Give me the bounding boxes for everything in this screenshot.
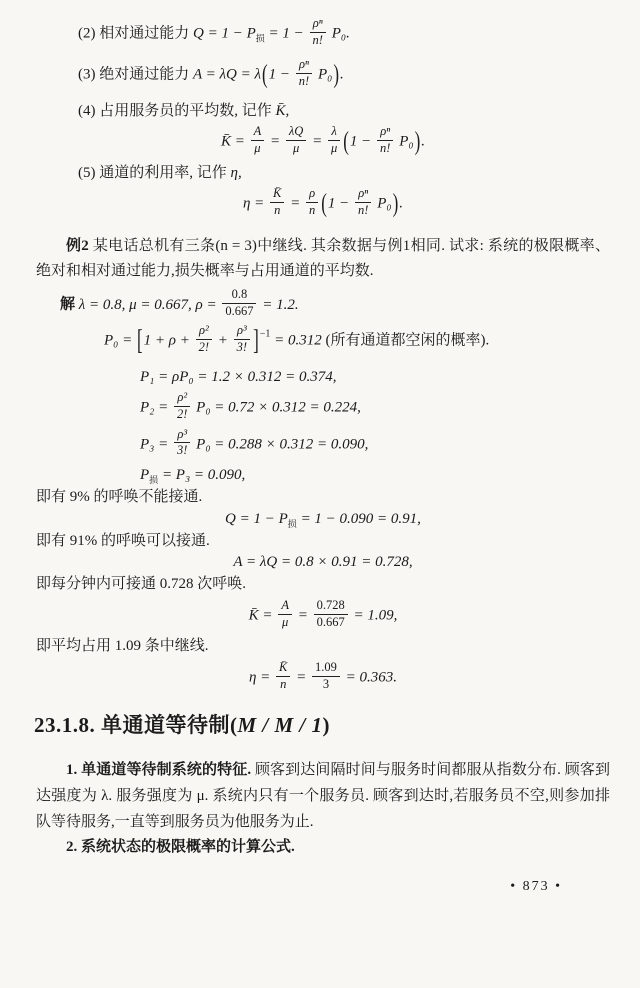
equation-p0: P₀ = [1 + ρ + $\frac{\text{ρ²}}{2!}$ + $\frac{\text{ρ³}}{3!}$ ]$^{-1}$ = 0.312 (所有通道都空闲的概率). (104, 323, 490, 356)
paragraph-1-text: 顾客到达间隔时间与服务时间都服从指数分布. 顾客到达强度为 λ. 服务强度为 μ. 系统内只有一个服务员. 顾客到达时,若服务员不空,则参加排队等待服务,一直等到服务员为他服务为止. (36, 762, 610, 830)
equation-loss-probability: $P_损 = P_3 = 0.090$, (140, 466, 246, 485)
paragraph-limit-probability (36, 835, 610, 861)
note-91-percent: 即有 91% 的呼唤可以接通. (36, 532, 210, 549)
equation-q-value: $Q = 1 - P_损 = 1 - 0.090 = 0.91$, (225, 510, 421, 529)
equation-kbar-value: K̄ = $\frac{A}{\mu}$ = $\frac{0.728}{0.667}$ = 1.09, (248, 597, 398, 629)
solution-label: 解 (60, 296, 76, 313)
note-9-percent: 即有 9% 的呼唤不能接通. (36, 488, 203, 505)
equation-eta-definition: η = $\frac{K̄}{n}$ = $\frac{\rho}{n}$ (1 − $\frac{\text{ρⁿ}}{n!}$ P₀). (242, 186, 404, 218)
example-2-label: 例2 (66, 237, 89, 254)
item-5-label: (5) 通道的利用率, 记作 η, (78, 164, 242, 181)
note-calls-per-minute: 即每分钟内可接通 0.728 次呼唤. (36, 576, 247, 593)
note-average-lines: 即平均占用 1.09 条中继线. (36, 638, 209, 655)
formula-absolute-throughput: (3) 绝对通过能力 A = λQ = λ(1 − $\frac{\text{ρⁿ}}{n!}$ P₀). (78, 57, 344, 89)
item-4-label: (4) 占用服务员的平均数, 记作 K̄, (78, 102, 290, 119)
paragraph-2-lead: 2. 系统状态的极限概率的计算公式. (66, 839, 295, 856)
equation-p3: P₃ = $\frac{\text{ρ³}}{3!}$ P₀ = 0.288 × 0.312 = 0.090, (140, 426, 369, 458)
solution-line (60, 289, 610, 321)
page-number: • 873 • (510, 879, 562, 895)
equation-eta-value: η = $\frac{K̄}{n}$ = $\frac{1.09}{3}$ = 0.363. (248, 659, 398, 691)
example-2-paragraph (36, 234, 610, 286)
equation-p2: P₂ = $\frac{\text{ρ²}}{2!}$ P₀ = 0.72 × 0.312 = 0.224, (140, 390, 361, 421)
section-heading-mm1: 23.1.8. 单通道等待制(M / M / 1) (34, 713, 331, 738)
equation-p1: P₁ = ρP₀ = 1.2 × 0.312 = 0.374, (140, 368, 337, 385)
formula-relative-throughput: (2) 相对通过能力 $Q = 1 - P_损 = 1$ − $\frac{\text{ρⁿ}}{n!}$ P₀. (78, 16, 350, 47)
solution-math: λ = 0.8, μ = 0.667, ρ = $\frac{0.8}{0.667}$ = 1.2. (75, 287, 299, 318)
paragraph-mm1-characteristics (36, 758, 610, 835)
equation-a-value: A = λQ = 0.8 × 0.91 = 0.728, (233, 554, 413, 571)
paragraph-1-lead: 1. 单通道等待制系统的特征. (66, 762, 252, 779)
example-2-text: 某电话总机有三条(n = 3)中继线. 其余数据与例1相同. 试求: 系统的极限概率、绝对和相对通过能力,损失概率与占用通道的平均数. (36, 237, 610, 280)
equation-kbar-definition: K̄ = $\frac{A}{\mu}$ = $\frac{\lambda Q}{\mu}$ = $\frac{\lambda}{\mu}$ (1 − $\frac{\text{ρⁿ}}{n!}$ P₀). (220, 124, 426, 156)
